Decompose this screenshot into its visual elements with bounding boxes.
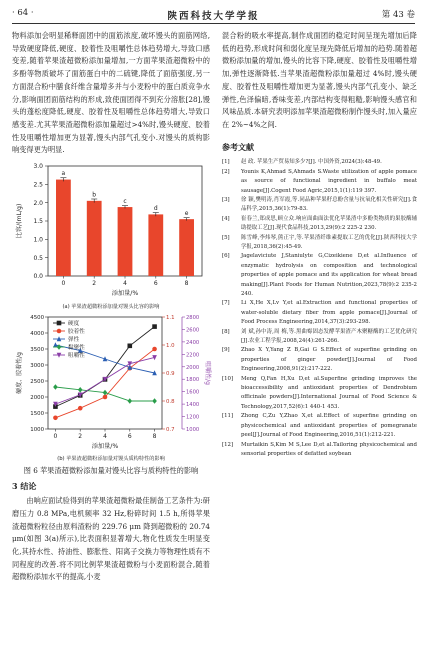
reference-item xyxy=(222,252,417,299)
reference-item xyxy=(222,299,417,327)
reference-text: 陈雪峰,李炜琴,熊正宇,等.苹果渣纤维素提取工艺的优化[J].陕西科技大学学报,2018,36(2):45-49. xyxy=(241,234,417,250)
y-right2-tick-label: 2000 xyxy=(186,364,200,371)
data-point xyxy=(152,346,157,351)
y-tick-label: 2.5 xyxy=(33,181,43,189)
reference-number: [5] xyxy=(222,234,230,241)
y-left-tick-label: 4500 xyxy=(30,314,44,321)
legend-label: 黏聚性 xyxy=(68,344,85,351)
bar xyxy=(87,201,102,276)
x-tick-label: 2 xyxy=(78,432,83,440)
y-right-tick-label: 1.1 xyxy=(166,314,175,321)
y-left-tick-label: 1000 xyxy=(30,426,44,433)
figure-subcaption-a: (a) 苹果渣超微粉添加量对馒头比容的影响 xyxy=(62,303,160,310)
body-paragraph: 混合粉的吸水率提高,制作成面团的稳定时间呈现先增加后降低的趋势,形成时间和弱化度呈现先降低后增加的趋势.随着超微粉添加量的增加,馒头的比容下降,硬度、胶着性及咀嚼性增加,弹性逐渐降低.当苹果渣超微粉添加量超过 4%时,馒头硬度、胶着性及咀嚼性增加更为显著,馒头内部气孔变小、缺乏弹性,色泽偏暗,香味变差,内部结构变得粗糙,影响馒头感官和风味品质.本研究表明添加苹果渣超微粉制作馒头时,加入量应在 2%~4%之间. xyxy=(222,31,417,129)
bar xyxy=(148,214,163,276)
left-column xyxy=(12,30,210,584)
y-tick-label: 0.5 xyxy=(33,254,43,262)
reference-text: 崔春兰,郑成思,顾立众.响应面曲面法优化苹果渣中多酚类物质的果胶酶辅助提取工艺[J].现代食品科技,2013,29(9):2 225-2 230. xyxy=(241,215,417,232)
y-tick-label: 2.0 xyxy=(33,199,43,207)
reference-item xyxy=(222,441,417,460)
data-point xyxy=(53,384,58,390)
y-right-tick-label: 0.7 xyxy=(166,426,175,433)
data-label: b xyxy=(92,191,97,199)
data-point xyxy=(127,398,132,404)
y-axis-label: 比容/(mL/g) xyxy=(16,203,23,239)
reference-text: 徐 颖,樊明涛,肖军霞,等.同品种苹果籽总酚含量与抗氧化相关性研究[J].食品科学,2015,36(1):79-83. xyxy=(241,196,417,213)
legend-label: 咀嚼性 xyxy=(68,352,85,359)
reference-number: [2] xyxy=(222,168,230,175)
reference-item xyxy=(222,215,417,234)
y-right2-tick-label: 1600 xyxy=(186,389,200,396)
reference-item xyxy=(222,158,417,167)
section-title: 3 结论 xyxy=(12,481,37,492)
data-point xyxy=(152,398,157,404)
reference-number: [8] xyxy=(222,328,230,335)
y-right-tick-label: 1.0 xyxy=(166,342,175,349)
chart-a-specific-volume xyxy=(12,160,210,300)
y-right-axis-label: 咀嚼性/g xyxy=(204,360,211,385)
reference-number: [11] xyxy=(222,413,234,420)
y-tick-label: 3.0 xyxy=(33,163,43,171)
y-left-tick-label: 1500 xyxy=(30,410,44,417)
legend-label: 胶着性 xyxy=(68,328,85,335)
reference-number: [6] xyxy=(222,253,230,260)
page-header xyxy=(12,8,415,24)
y-tick-label: 1.5 xyxy=(33,218,43,226)
data-label: a xyxy=(61,170,66,178)
y-right2-tick-label: 1800 xyxy=(186,376,200,383)
x-tick-label: 6 xyxy=(127,432,132,440)
x-tick-label: 0 xyxy=(53,432,58,440)
y-right-tick-label: 0.9 xyxy=(166,370,175,377)
header-rule xyxy=(12,23,415,24)
data-point xyxy=(53,415,58,420)
x-axis-label: 添加量/% xyxy=(111,290,139,298)
data-point xyxy=(53,342,58,347)
reference-text: Li X,He X,Lv Y,et al.Extraction and functional properties of water-soluble dietary fiber from apple pomace[J].Journal of Food Process Engineering,2014,37(3):293-298. xyxy=(241,300,417,326)
reference-text: Zhong C,Zu Y,Zhao X,et al.Effect of superfine grinding on physicochemical and antioxidant properties of pomegranate peel[J].Journal of Food Engineering,2016,51(1):212-221. xyxy=(241,413,417,439)
reference-number: [1] xyxy=(222,159,230,166)
reference-item xyxy=(222,328,417,347)
chart-b-texture xyxy=(12,311,210,453)
data-label: d xyxy=(153,205,158,213)
reference-item xyxy=(222,375,417,413)
reference-text: 赵 政. 苹果生产贸易知多少?[J]. 中国外资,2024(3):48-49. xyxy=(241,159,382,166)
y-right2-tick-label: 1200 xyxy=(186,414,200,421)
right-column xyxy=(222,30,417,459)
data-label: e xyxy=(184,210,189,218)
y-left-tick-label: 4000 xyxy=(30,330,44,337)
reference-number: [4] xyxy=(222,215,230,222)
reference-text: Zhao X Y,Yang Z B,Gai G S.Effect of superfine grinding on properties of ginger powder[J].Journal of Food Engineering,2008,91(2):217-222. xyxy=(241,347,417,373)
reference-number: [3] xyxy=(222,196,230,203)
y-left-tick-label: 2000 xyxy=(30,394,44,401)
data-point xyxy=(127,343,132,348)
y-left-tick-label: 3500 xyxy=(30,346,44,353)
reference-text: Younis K,Ahmad S,Ahmads S.Waste utilization of apple pomace as source of functional ingredient in buffalo meat sausage[J].Cogent Food Agric,2015,1(1):119 397. xyxy=(241,168,417,194)
reference-text: 刘 斌,孙中涛,周 梅,等.黑曲霉固态发酵苹果渣产木聚糖酶的工艺优化研究[J].农业工程学报,2008,24(4):261-266. xyxy=(241,328,417,345)
data-point xyxy=(127,361,132,366)
data-point xyxy=(57,320,62,325)
y-right-tick-label: 0.8 xyxy=(166,398,175,405)
x-tick-label: 4 xyxy=(123,280,127,288)
reference-item xyxy=(222,168,417,196)
bar xyxy=(179,219,194,276)
reference-list xyxy=(222,158,417,459)
x-axis-label: 添加量/% xyxy=(91,442,119,450)
y-right2-tick-label: 1000 xyxy=(186,426,200,433)
y-right2-tick-label: 2800 xyxy=(186,314,200,321)
reference-number: [10] xyxy=(222,375,234,382)
bar xyxy=(56,180,71,276)
y-tick-label: 1.0 xyxy=(33,236,43,244)
x-tick-label: 8 xyxy=(184,280,189,288)
x-tick-label: 6 xyxy=(153,280,158,288)
x-tick-label: 8 xyxy=(152,432,157,440)
y-right2-tick-label: 2200 xyxy=(186,352,200,359)
y-tick-label: 0.0 xyxy=(33,273,43,281)
x-tick-label: 0 xyxy=(61,280,66,288)
reference-text: Murtaikin S,Kim M S,Lee D,et al.Tailoring physicochemical and sensorial properties of defatted soybean xyxy=(241,441,417,457)
figure-subcaption-b: (b) 苹果渣超微粉添加量对馒头质构特性的影响 xyxy=(57,456,165,463)
reference-item xyxy=(222,346,417,374)
figure-6 xyxy=(12,160,210,476)
data-point xyxy=(152,324,157,329)
conclusion-paragraph: 由响应面试验得到的苹果渣超微粉最佳制备工艺条件为:研磨压力 0.8 MPa,电机频率 32 Hz,粉碎时间 1.5 h,所得苹果渣超微粉粒径由原料渣粉的 229.76 μm 降到超微粉的 20.74 μm(如图 3(a)所示),比表面积显著增大,物化性质发生明显变化,其持水性、持油性、膨胀性、阳离子交换力等物理性质有不同程度的改善.将不同比例苹果渣超微粉与小麦面粉混合,随着超微粉添加水平的提高,小麦 xyxy=(12,496,210,582)
reference-item xyxy=(222,412,417,440)
reference-number: [12] xyxy=(222,441,234,448)
reference-text: Meng Q,Fan H,Xu D,et al.Superfine grinding improves the bioaccessibility and antioxidant properties of Dendrobium officinale powders[J].International Journal of Food Science & Technology,2017,52(6):1 440-1 453. xyxy=(241,375,417,410)
legend-label: 硬度 xyxy=(68,320,80,327)
figure-caption: 图 6 苹果渣超微粉添加量对馒头比容与质构特性的影响 xyxy=(23,466,199,476)
data-point xyxy=(78,406,83,411)
references-title: 参考文献 xyxy=(222,141,254,152)
reference-item xyxy=(222,196,417,215)
y-right2-tick-label: 2400 xyxy=(186,339,200,346)
body-paragraph: 物料添加会明显稀释面团中的面筋浓度,破坏馒头的面筋网络,导致硬度降低,硬度、胶着性及咀嚼性总体趋势增大,导致口感变差,随着苹果渣超微粉添加量增加,一方面苹果渣超微粉中的多酚等物质破坏了面筋蛋白中的二硫键,降低了面筋强度,另一方面混合粉中膳食纤维含量增多并与小麦粉中的蛋白质竞争水分,影响面团面筋结构的形成,致使面团得不到充分溶胀[28],馒头的蓬松度降低,硬度、胶着性及咀嚼性总体趋势增大,导致口感变差.尤其苹果渣超微粉添加量超过>4%时,馒头硬度、胶着性及咀嚼性增加更为显著,馒头内部气孔变小.对馒头的质构影响变得更为明显. xyxy=(12,31,210,155)
legend-label: 弹性 xyxy=(68,336,80,343)
data-label: c xyxy=(123,198,127,206)
reference-number: [7] xyxy=(222,300,230,307)
data-point xyxy=(78,387,83,393)
reference-text: Jagelaviciute J,Staniulyte G,Cizeikiene D,et al.Influence of enzymatic hydrolysis on composition and technological properties of apple pomace and its application for wheat bread making[J].Plant Foods for Human Nutrition,2023,78(9):2 235-2 240. xyxy=(241,253,417,298)
x-tick-label: 4 xyxy=(103,432,107,440)
bar xyxy=(118,207,133,276)
volume-number: 第 43 卷 xyxy=(381,10,415,20)
y-left-axis-label: 硬度、胶着性/g xyxy=(16,351,23,394)
x-tick-label: 2 xyxy=(92,280,97,288)
y-right2-tick-label: 1400 xyxy=(186,401,200,408)
page-number: · 64 · xyxy=(12,8,34,18)
y-left-tick-label: 3000 xyxy=(30,362,44,369)
data-point xyxy=(57,328,62,333)
journal-title: 陕西科技大学学报 xyxy=(167,11,260,22)
reference-item xyxy=(222,234,417,253)
y-right2-tick-label: 2600 xyxy=(186,327,200,334)
y-left-tick-label: 2500 xyxy=(30,378,44,385)
reference-number: [9] xyxy=(222,347,230,354)
